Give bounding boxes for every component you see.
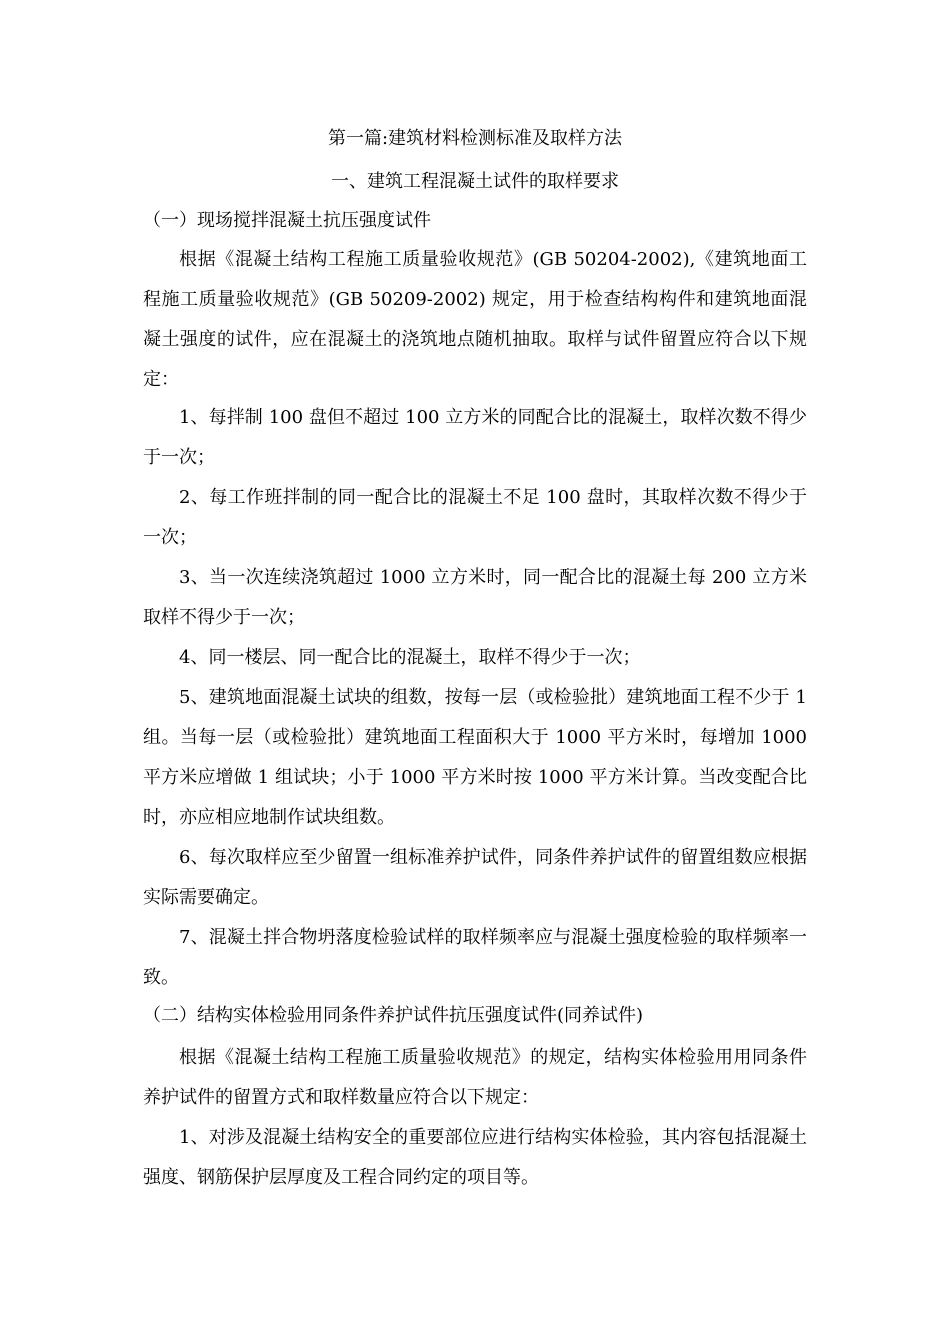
section2-intro: 根据《混凝土结构工程施工质量验收规范》的规定，结构实体检验用用同条件养护试件的留置方式和取样数量应符合以下规定： [143, 1047, 807, 1108]
document-subtitle: 一、建筑工程混凝土试件的取样要求 [331, 171, 619, 192]
section1-heading: （一）现场搅拌混凝土抗压强度试件 [143, 210, 431, 231]
section2-item-1: 1、对涉及混凝土结构安全的重要部位应进行结构实体检验，其内容包括混凝土强度、钢筋保护层厚度及工程合同约定的项目等。 [143, 1127, 807, 1188]
section1-item-2: 2、每工作班拌制的同一配合比的混凝土不足 100 盘时，其取样次数不得少于一次； [143, 487, 807, 548]
document-title: 第一篇:建筑材料检测标准及取样方法 [327, 128, 623, 149]
section1-item-5: 5、建筑地面混凝土试块的组数，按每一层（或检验批）建筑地面工程不少于 1 组。当每一层（或检验批）建筑地面工程面积大于 1000 平方米时，每增加 1000 平方米应增做 1 组试块；小于 1000 平方米时按 1000 平方米计算。当改变配合比时，亦应相应地制作试块组数。 [143, 687, 807, 828]
section1-item-4: 4、同一楼层、同一配合比的混凝土，取样不得少于一次； [179, 647, 641, 668]
section1-item-6: 6、每次取样应至少留置一组标准养护试件，同条件养护试件的留置组数应根据实际需要确定。 [143, 847, 807, 908]
section1-item-7: 7、混凝土拌合物坍落度检验试样的取样频率应与混凝土强度检验的取样频率一致。 [143, 927, 807, 988]
section1-item-1: 1、每拌制 100 盘但不超过 100 立方米的同配合比的混凝土，取样次数不得少于一次； [143, 407, 807, 468]
section1-item-3: 3、当一次连续浇筑超过 1000 立方米时，同一配合比的混凝土每 200 立方米取样不得少于一次； [143, 567, 807, 628]
section2-heading: （二）结构实体检验用同条件养护试件抗压强度试件(同养试件) [143, 1005, 644, 1026]
section1-intro: 根据《混凝土结构工程施工质量验收规范》(GB 50204-2002),《建筑地面工程施工质量验收规范》(GB 50209-2002) 规定，用于检查结构构件和建筑地面混凝土强度的试件，应在混凝土的浇筑地点随机抽取。取样与试件留置应符合以下规定： [143, 249, 807, 390]
